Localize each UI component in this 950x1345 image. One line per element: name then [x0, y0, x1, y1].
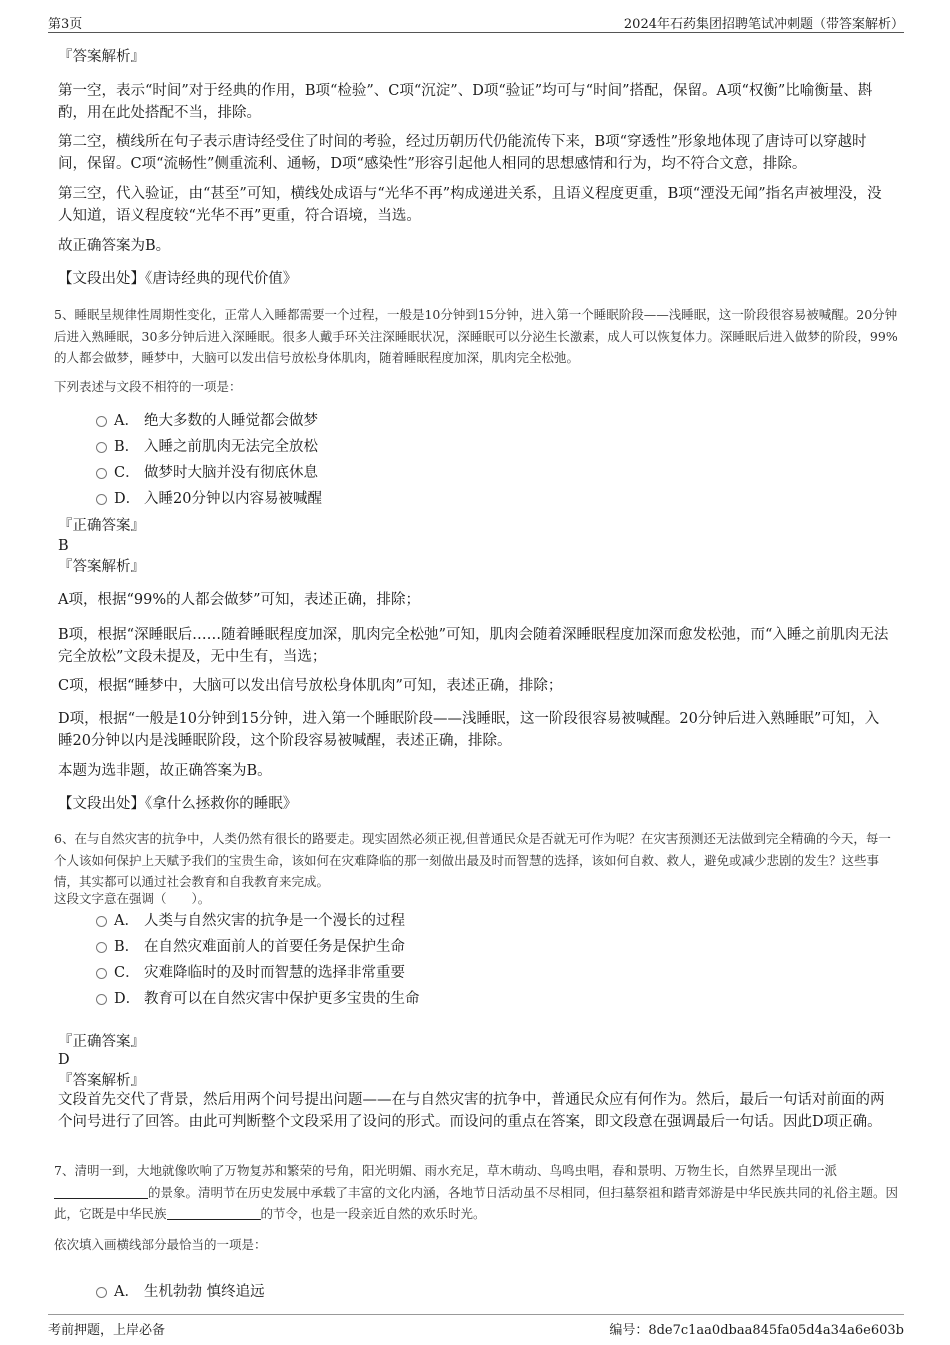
q7-question: 依次填入画横线部分最恰当的一项是： [54, 1237, 267, 1252]
radio-icon[interactable] [96, 1287, 107, 1298]
q6-answer-label: 『正确答案』 [58, 1034, 145, 1050]
q6-option-d[interactable]: D． 教育可以在自然灾害中保护更多宝贵的生命 [96, 988, 420, 1010]
radio-icon[interactable] [96, 494, 107, 505]
q6-option-b[interactable]: B． 在自然灾难面前人的首要任务是保护生命 [96, 936, 405, 958]
q5-conclusion: 本题为选非题，故正确答案为B。 [58, 763, 272, 779]
q5-option-b[interactable]: B． 入睡之前肌肉无法完全放松 [96, 436, 318, 458]
q5-option-a[interactable]: A． 绝大多数的人睡觉都会做梦 [96, 410, 318, 432]
radio-icon[interactable] [96, 442, 107, 453]
q6-analysis: 文段首先交代了背景，然后用两个问号提出问题——在与自然灾害的抗争中，普通民众应有何作为。然后，最后一句话对前面的两个问号进行了回答。由此可判断整个文段采用了设问的形式。而设问的重点在答案，即文段意在强调最后一句话。因此D项正确。 [58, 1092, 885, 1130]
q5-analysis-c: C项，根据“睡梦中，大脑可以发出信号放松身体肌肉”可知，表述正确，排除； [58, 678, 563, 694]
page-number: 第3页 [48, 17, 83, 32]
q5-option-c[interactable]: C． 做梦时大脑并没有彻底休息 [96, 462, 318, 484]
radio-icon[interactable] [96, 416, 107, 427]
q4-source: 【文段出处】《唐诗经典的现代价值》 [58, 271, 298, 287]
q6-answer: D [58, 1052, 70, 1068]
fill-blank-1[interactable] [54, 1184, 148, 1199]
q4-analysis-para1: 第一空，表示“时间”对于经典的作用，B项“检验”、C项“沉淀”、D项“验证”均可与“时间”搭配，保留。A项“权衡”比喻衡量、斟酌，用在此处搭配不当，排除。 [58, 83, 873, 121]
document-title: 2024年石药集团招聘笔试冲刺题（带答案解析） [623, 17, 904, 32]
q7-option-a[interactable]: A． 生机勃勃 慎终追远 [96, 1281, 265, 1303]
q4-analysis-para3: 第三空，代入验证，由“甚至”可知，横线处成语与“光华不再”构成递进关系，且语义程度更重，B项“湮没无闻”指名声被埋没，没人知道，语义程度较“光华不再”更重，符合语境，当选。 [58, 186, 882, 224]
q6-option-c[interactable]: C． 灾难降临时的及时而智慧的选择非常重要 [96, 962, 405, 984]
q5-answer: B [58, 538, 69, 554]
q6-option-a[interactable]: A． 人类与自然灾害的抗争是一个漫长的过程 [96, 910, 405, 932]
q5-analysis-d: D项，根据“一般是10分钟到15分钟，进入第一个睡眠阶段——浅睡眠，这一阶段很容易被喊醒。20分钟后进入熟睡眠”可知，入睡20分钟以内是浅睡眠阶段，这个阶段容易被喊醒，表述正确，排除。 [58, 711, 880, 749]
q5-analysis-a: A项，根据“99%的人都会做梦”可知，表述正确，排除； [58, 592, 421, 608]
radio-icon[interactable] [96, 942, 107, 953]
q5-analysis-label: 『答案解析』 [58, 559, 145, 575]
page-footer [48, 1314, 904, 1337]
q4-analysis-label: 『答案解析』 [58, 49, 145, 65]
q5-option-d[interactable]: D． 入睡20分钟以内容易被喊醒 [96, 488, 322, 510]
q5-answer-label: 『正确答案』 [58, 518, 145, 534]
radio-icon[interactable] [96, 916, 107, 927]
q7-stem: 7、清明一到，大地就像吹响了万物复苏和繁荣的号角，阳光明媚、雨水充足，草木萌动、鸟鸣虫唱，春和景明、万物生长，自然界呈现出一派的景象。清明节在历史发展中承载了丰富的文化内涵，各地节日活动虽不尽相同，但扫墓祭祖和踏青郊游是中华民族共同的礼俗主题。因此，它既是中华民族 的节令，也是一段亲近自然的欢乐时光。 [54, 1163, 899, 1221]
radio-icon[interactable] [96, 994, 107, 1005]
q6-question: 这段文字意在强调（ ）。 [54, 891, 211, 906]
q5-source: 【文段出处】《拿什么拯救你的睡眠》 [58, 796, 298, 812]
footer-slogan: 考前押题，上岸必备 [48, 1323, 166, 1338]
q5-stem: 5、睡眠呈规律性周期性变化，正常人入睡都需要一个过程，一般是10分钟到15分钟，进入第一个睡眠阶段——浅睡眠，这一阶段很容易被喊醒。20分钟后进入熟睡眠，30多分钟后进入深睡眠。很多人戴手环关注深睡眠状况，深睡眠可以分泌生长激素，成人可以恢复体力。深睡眠后进入做梦的阶段，99%的人都会做梦，睡梦中，大脑可以发出信号放松身体肌肉，随着睡眠程度加深，肌肉完全松弛。 [54, 307, 898, 365]
q6-analysis-label: 『答案解析』 [58, 1073, 145, 1089]
q5-analysis-b: B项，根据“深睡眠后……随着睡眠程度加深，肌肉完全松弛”可知，肌肉会随着深睡眠程度加深而愈发松弛，而“入睡之前肌肉无法完全放松”文段未提及，无中生有，当选； [58, 627, 889, 665]
fill-blank-2[interactable] [167, 1205, 261, 1220]
radio-icon[interactable] [96, 968, 107, 979]
q4-conclusion: 故正确答案为B。 [58, 238, 171, 254]
footer-code: 编号：8de7c1aa0dbaa845fa05d4a34a6e603b [609, 1323, 904, 1338]
page-header [48, 10, 904, 33]
q6-stem: 6、在与自然灾害的抗争中，人类仍然有很长的路要走。现实固然必须正视,但普通民众是否就无可作为呢？在灾害预测还无法做到完全精确的今天，每一个人该如何保护上天赋予我们的宝贵生命，该如何在灾难降临的那一刻做出最及时而智慧的选择，该如何自救、救人，避免或减少悲剧的发生？这些事情，其实都可以通过社会教育和自我教育来完成。 [54, 831, 891, 889]
q5-question: 下列表述与文段不相符的一项是： [54, 379, 242, 394]
radio-icon[interactable] [96, 468, 107, 479]
q4-analysis-para2: 第二空，横线所在句子表示唐诗经受住了时间的考验，经过历朝历代仍能流传下来，B项“穿透性”形象地体现了唐诗可以穿越时间，保留。C项“流畅性”侧重流利、通畅，D项“感染性”形容引起他人相同的思想感情和行为，均不符合文意，排除。 [58, 134, 867, 172]
